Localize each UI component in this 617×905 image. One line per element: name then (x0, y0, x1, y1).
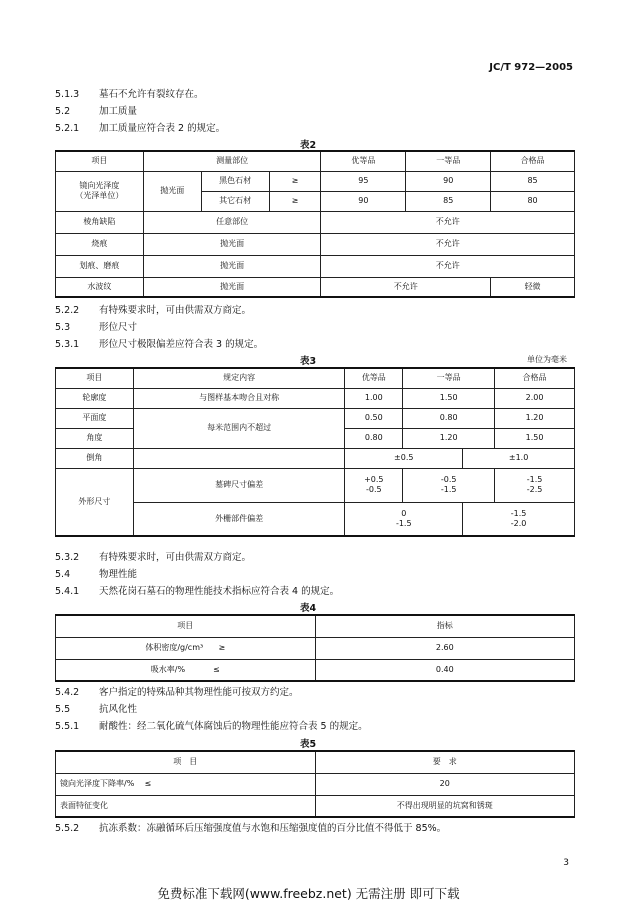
table-3 (55, 367, 575, 537)
t3-empty (133, 448, 345, 468)
t5-gloss-val: 20 (315, 773, 574, 795)
t3-cell: 0.80 (403, 408, 495, 428)
t3-outline-spec: 与图样基本吻合且对称 (133, 388, 345, 408)
t5-surface-val: 不得出现明显的坑窝和锈斑 (315, 795, 574, 817)
t2-scratch-part: 抛光面 (143, 255, 321, 277)
table3-caption: 表3 (300, 356, 317, 367)
t2-ripple-light: 轻微 (491, 277, 575, 297)
t5-header-req: 要 求 (315, 751, 574, 773)
t3-fence-dev: 外栅部件偏差 (133, 502, 345, 536)
t2-gloss-label: 镜向光泽度 （光泽单位） (56, 171, 144, 211)
t3-tomb-first: -0.5 -1.5 (403, 468, 495, 502)
t2-cell: 90 (406, 171, 491, 191)
t3-chamfer: 倒角 (56, 448, 134, 468)
t2-ge: ≥ (269, 171, 321, 191)
t4-absorb: 吸水率/% ≤ (56, 659, 316, 681)
t3-fence-a: 0 -1.5 (345, 502, 463, 536)
clause-5-1-3: 5.1.3 墓石不允许有裂纹存在。 (55, 89, 204, 100)
t3-cell: 1.20 (403, 428, 495, 448)
t2-not-allowed: 不允许 (321, 233, 575, 255)
t2-ge: ≥ (269, 191, 321, 211)
clause-5-2-1: 5.2.1 加工质量应符合表 2 的规定。 (55, 123, 226, 134)
table-4 (55, 614, 575, 682)
t3-cell: 2.00 (495, 388, 575, 408)
t2-edge-defect: 棱角缺陷 (56, 211, 144, 233)
t3-cell: 0.50 (345, 408, 403, 428)
t3-cell: 1.00 (345, 388, 403, 408)
t2-header-item: 项目 (56, 151, 144, 171)
clause-5-5: 5.5 抗风化性 (55, 704, 138, 715)
t3-chamfer-a: ±0.5 (345, 448, 463, 468)
t4-absorb-val: 0.40 (315, 659, 574, 681)
t3-flat: 平面度 (56, 408, 134, 428)
table-2 (55, 150, 575, 298)
t5-gloss-drop: 镜向光泽度下降率/% ≤ (56, 773, 316, 795)
t2-ripple: 水波纹 (56, 277, 144, 297)
t3-header-spec: 规定内容 (133, 368, 345, 388)
t3-per-meter: 每米范围内不超过 (133, 408, 345, 448)
table5-caption: 表5 (300, 739, 317, 750)
t3-cell: 1.20 (495, 408, 575, 428)
clause-5-4-2: 5.4.2 客户指定的特殊品种其物理性能可按双方约定。 (55, 687, 299, 698)
t3-shape: 外形尺寸 (56, 468, 134, 536)
t2-cell: 80 (491, 191, 575, 211)
t2-scratch: 划痕、磨痕 (56, 255, 144, 277)
t2-cell: 85 (406, 191, 491, 211)
t3-header-first: 一等品 (403, 368, 495, 388)
footer-note: 免费标准下载网(www.freebz.net) 无需注册 即可下载 (157, 886, 460, 901)
table2-caption: 表2 (300, 140, 317, 151)
t3-cell: 0.80 (345, 428, 403, 448)
t2-not-allowed: 不允许 (321, 255, 575, 277)
clause-5-3: 5.3 形位尺寸 (55, 322, 138, 333)
t2-cell: 90 (321, 191, 406, 211)
t2-burn: 烧痕 (56, 233, 144, 255)
clause-5-2: 5.2 加工质量 (55, 106, 138, 117)
t3-angle: 角度 (56, 428, 134, 448)
t3-cell: 1.50 (403, 388, 495, 408)
t2-header-first: 一等品 (406, 151, 491, 171)
t2-ripple-na: 不允许 (321, 277, 491, 297)
t3-header-excellent: 优等品 (345, 368, 403, 388)
table4-caption: 表4 (300, 603, 317, 614)
clause-5-4-1: 5.4.1 天然花岗石墓石的物理性能技术指标应符合表 4 的规定。 (55, 586, 340, 597)
t2-other-stone: 其它石材 (201, 191, 269, 211)
t3-header-item: 项目 (56, 368, 134, 388)
t3-tomb-dev: 墓碑尺寸偏差 (133, 468, 345, 502)
t2-not-allowed: 不允许 (321, 211, 575, 233)
t2-ripple-part: 抛光面 (143, 277, 321, 297)
t3-header-qualified: 合格品 (495, 368, 575, 388)
t4-header-index: 指标 (315, 615, 574, 637)
clause-5-5-2: 5.5.2 抗冻系数：冻融循环后压缩强度值与水饱和压缩强度值的百分比值不得低于 85%。 (55, 823, 447, 834)
t3-fence-b: -1.5 -2.0 (463, 502, 575, 536)
t2-header-qualified: 合格品 (491, 151, 575, 171)
t2-black-stone: 黑色石材 (201, 171, 269, 191)
clause-5-3-2: 5.3.2 有特殊要求时，可由供需双方商定。 (55, 552, 252, 563)
standard-code: JC/T 972—2005 (489, 62, 573, 73)
t3-cell: 1.50 (495, 428, 575, 448)
t2-header-measure: 测量部位 (143, 151, 321, 171)
t2-cell: 95 (321, 171, 406, 191)
t2-polished-face: 抛光面 (143, 171, 201, 211)
table-5 (55, 750, 575, 818)
t3-tomb-excellent: +0.5 -0.5 (345, 468, 403, 502)
t4-header-item: 项目 (56, 615, 316, 637)
t2-cell: 85 (491, 171, 575, 191)
t5-surface: 表面特征变化 (56, 795, 316, 817)
t2-any-part: 任意部位 (143, 211, 321, 233)
t2-burn-part: 抛光面 (143, 233, 321, 255)
t4-density-val: 2.60 (315, 637, 574, 659)
clause-5-2-2: 5.2.2 有特殊要求时，可由供需双方商定。 (55, 305, 252, 316)
page-number: 3 (563, 858, 569, 868)
t3-outline: 轮廓度 (56, 388, 134, 408)
t2-header-excellent: 优等品 (321, 151, 406, 171)
t5-header-item: 项 目 (56, 751, 316, 773)
clause-5-3-1: 5.3.1 形位尺寸极限偏差应符合表 3 的规定。 (55, 339, 264, 350)
t4-density: 体积密度/g/cm³ ≥ (56, 637, 316, 659)
table3-unit: 单位为毫米 (527, 355, 567, 364)
t3-chamfer-b: ±1.0 (463, 448, 575, 468)
clause-5-5-1: 5.5.1 耐酸性：经二氧化硫气体腐蚀后的物理性能应符合表 5 的规定。 (55, 721, 368, 732)
t3-tomb-qualified: -1.5 -2.5 (495, 468, 575, 502)
clause-5-4: 5.4 物理性能 (55, 569, 138, 580)
